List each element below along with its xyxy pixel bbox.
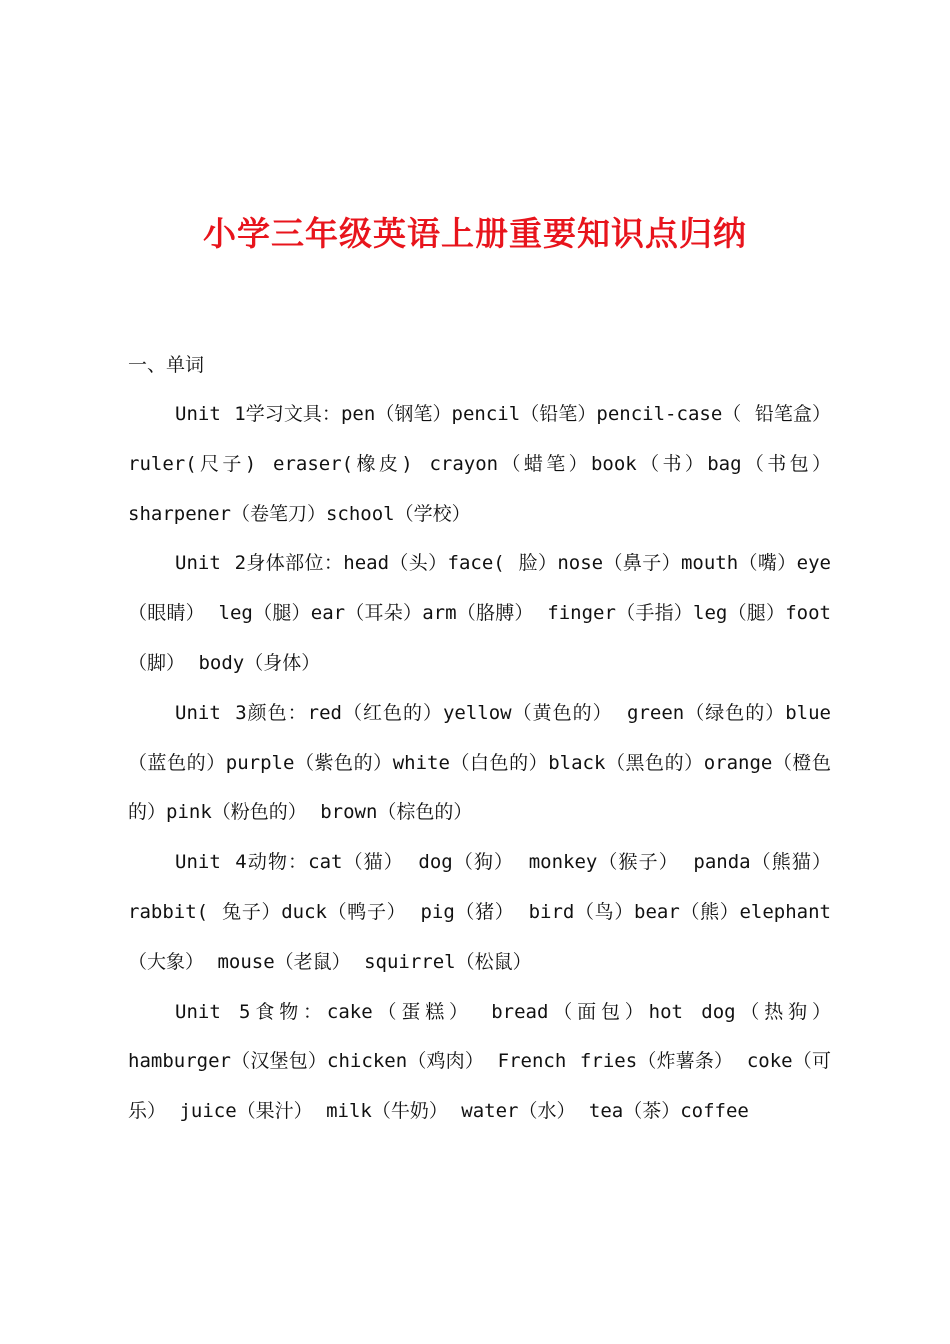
vocabulary-list	[128, 390, 831, 1137]
section-heading: 一、单词	[128, 354, 205, 376]
unit-1-paragraph: Unit 1学习文具：pen（钢笔）pencil（铅笔）pencil-case（ 铅笔盒）ruler(尺子) eraser(橡皮) crayon（蜡笔）book（书）bag（书包）sharpener（卷笔刀）school（学校）	[128, 403, 831, 525]
unit-2-paragraph: Unit 2身体部位：head（头）face( 脸）nose（鼻子）mouth（嘴）eye（眼睛） leg（腿）ear（耳朵）arm（胳膊） finger（手指）leg（腿）foot（脚） body（身体）	[128, 552, 831, 674]
unit-3-paragraph: Unit 3颜色：red（红色的）yellow（黄色的） green（绿色的）blue（蓝色的）purple（紫色的）white（白色的）black（黑色的）orange（橙色的）pink（粉色的） brown（棕色的）	[128, 701, 831, 824]
unit-4-paragraph: Unit 4动物：cat（猫） dog（狗） monkey（猴子） panda（熊猫） rabbit( 兔子）duck（鸭子） pig（猪） bird（鸟）bear（熊）elephant（大象） mouse（老鼠） squirrel（松鼠）	[128, 851, 831, 973]
page-title: 小学三年级英语上册重要知识点归纳	[203, 214, 747, 253]
unit-5-paragraph: Unit 5食物：cake（蛋糕） bread（面包）hot dog（热狗）hamburger（汉堡包）chicken（鸡肉） French fries（炸薯条） coke（可乐） juice（果汁） milk（牛奶） water（水） tea（茶）coffee	[128, 1000, 831, 1123]
